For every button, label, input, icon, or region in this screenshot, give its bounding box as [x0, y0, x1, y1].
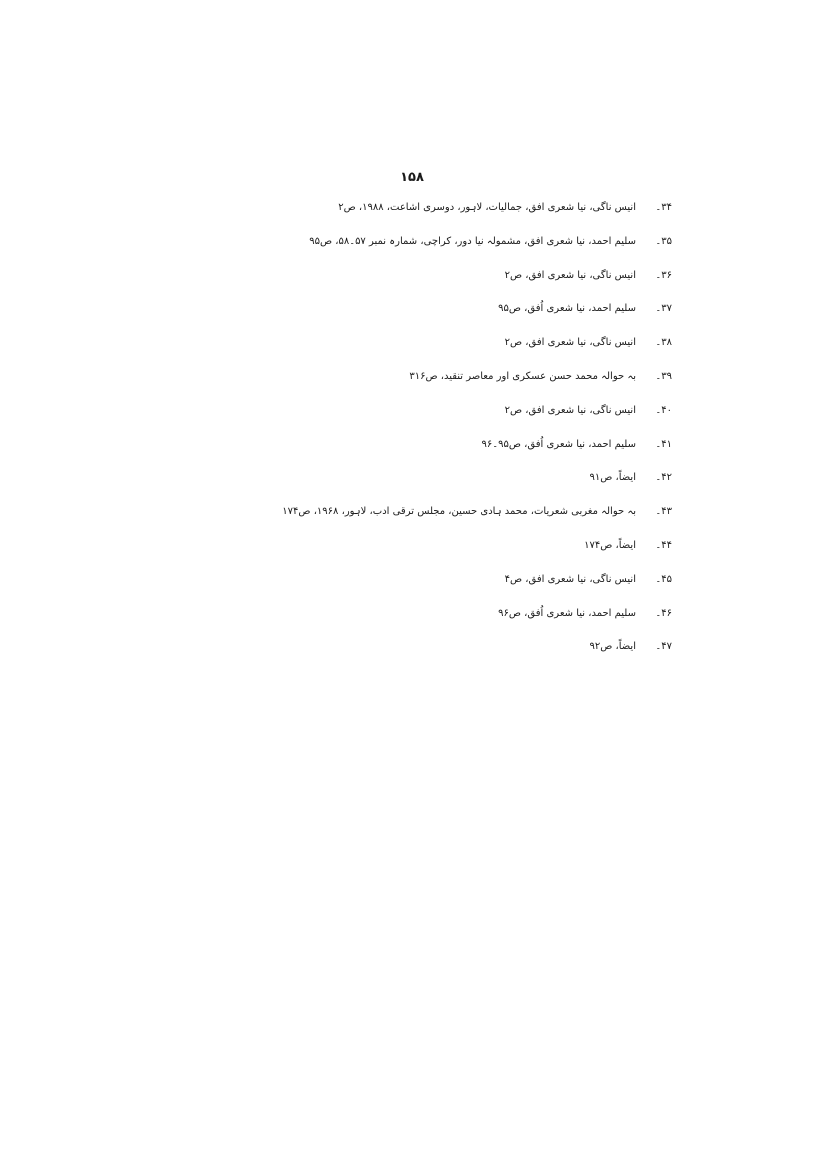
footnote-item — [332, 297, 672, 331]
footnote-item — [332, 433, 672, 467]
footnote-number: ۳۵۔ — [655, 235, 672, 247]
footnote-item — [332, 635, 672, 669]
footnote-number: ۳۸۔ — [655, 337, 672, 349]
footnote-item — [332, 399, 672, 433]
footnote-number: ۳۴۔ — [655, 202, 672, 213]
footnote-number: ۳۷۔ — [655, 303, 672, 315]
footnote-item — [332, 466, 672, 500]
footnote-number: ۴۵۔ — [655, 573, 672, 585]
footnote-number: ۳۹۔ — [655, 370, 672, 382]
footnote-text: ایضاً، ص۱۷۴ — [584, 539, 636, 551]
page-number: ۱۵۸ — [400, 170, 424, 185]
footnote-item — [332, 264, 672, 298]
footnote-number: ۴۷۔ — [655, 641, 672, 653]
footnote-number: ۴۲۔ — [655, 472, 672, 484]
footnotes-list — [282, 196, 672, 669]
footnote-text: ایضاً، ص۹۲ — [589, 641, 636, 653]
footnote-text: بہ حوالہ محمد حسن عسکری اور معاصر تنقید، ص۳۱۶ — [409, 370, 636, 382]
footnote-item — [332, 331, 672, 365]
footnote-text: انیس ناگی، نیا شعری افق، ص۲ — [504, 404, 636, 416]
footnote-item — [332, 568, 672, 602]
footnote-text: انیس ناگی، نیا شعری افق، جمالیات، لاہور، دوسری اشاعت، ۱۹۸۸، ص۲ — [338, 202, 636, 213]
footnote-item — [282, 500, 672, 534]
footnote-number: ۴۰۔ — [655, 404, 672, 416]
footnote-item — [332, 196, 672, 230]
footnote-item — [332, 534, 672, 568]
footnote-number: ۳۶۔ — [655, 269, 672, 281]
footnote-item — [332, 602, 672, 636]
footnote-text: انیس ناگی، نیا شعری افق، ص۴ — [504, 573, 636, 585]
footnote-text: سلیم احمد، نیا شعری اُفق، ص۹۶ — [498, 607, 636, 619]
footnote-text: ایضاً، ص۹۱ — [589, 472, 636, 484]
footnote-number: ۴۶۔ — [655, 607, 672, 619]
footnote-item — [309, 230, 672, 264]
footnote-item — [332, 365, 672, 399]
footnote-text: سلیم احمد، نیا شعری افق، مشمولہ نیا دور، کراچی، شمارہ نمبر ۵۷۔۵۸، ص۹۵ — [309, 235, 636, 247]
footnote-number: ۴۳۔ — [655, 506, 672, 518]
footnote-number: ۴۴۔ — [655, 539, 672, 551]
footnote-text: انیس ناگی، نیا شعری افق، ص۲ — [504, 269, 636, 281]
footnote-text: بہ حوالہ مغربی شعریات، محمد ہادی حسین، مجلس ترقی ادب، لاہور، ۱۹۶۸، ص۱۷۴ — [282, 506, 636, 518]
footnote-number: ۴۱۔ — [655, 438, 672, 450]
footnote-text: انیس ناگی، نیا شعری افق، ص۲ — [504, 337, 636, 349]
footnote-text: سلیم احمد، نیا شعری اُفق، ص۹۵۔۹۶ — [481, 438, 636, 450]
footnote-text: سلیم احمد، نیا شعری اُفق، ص۹۵ — [498, 303, 636, 315]
